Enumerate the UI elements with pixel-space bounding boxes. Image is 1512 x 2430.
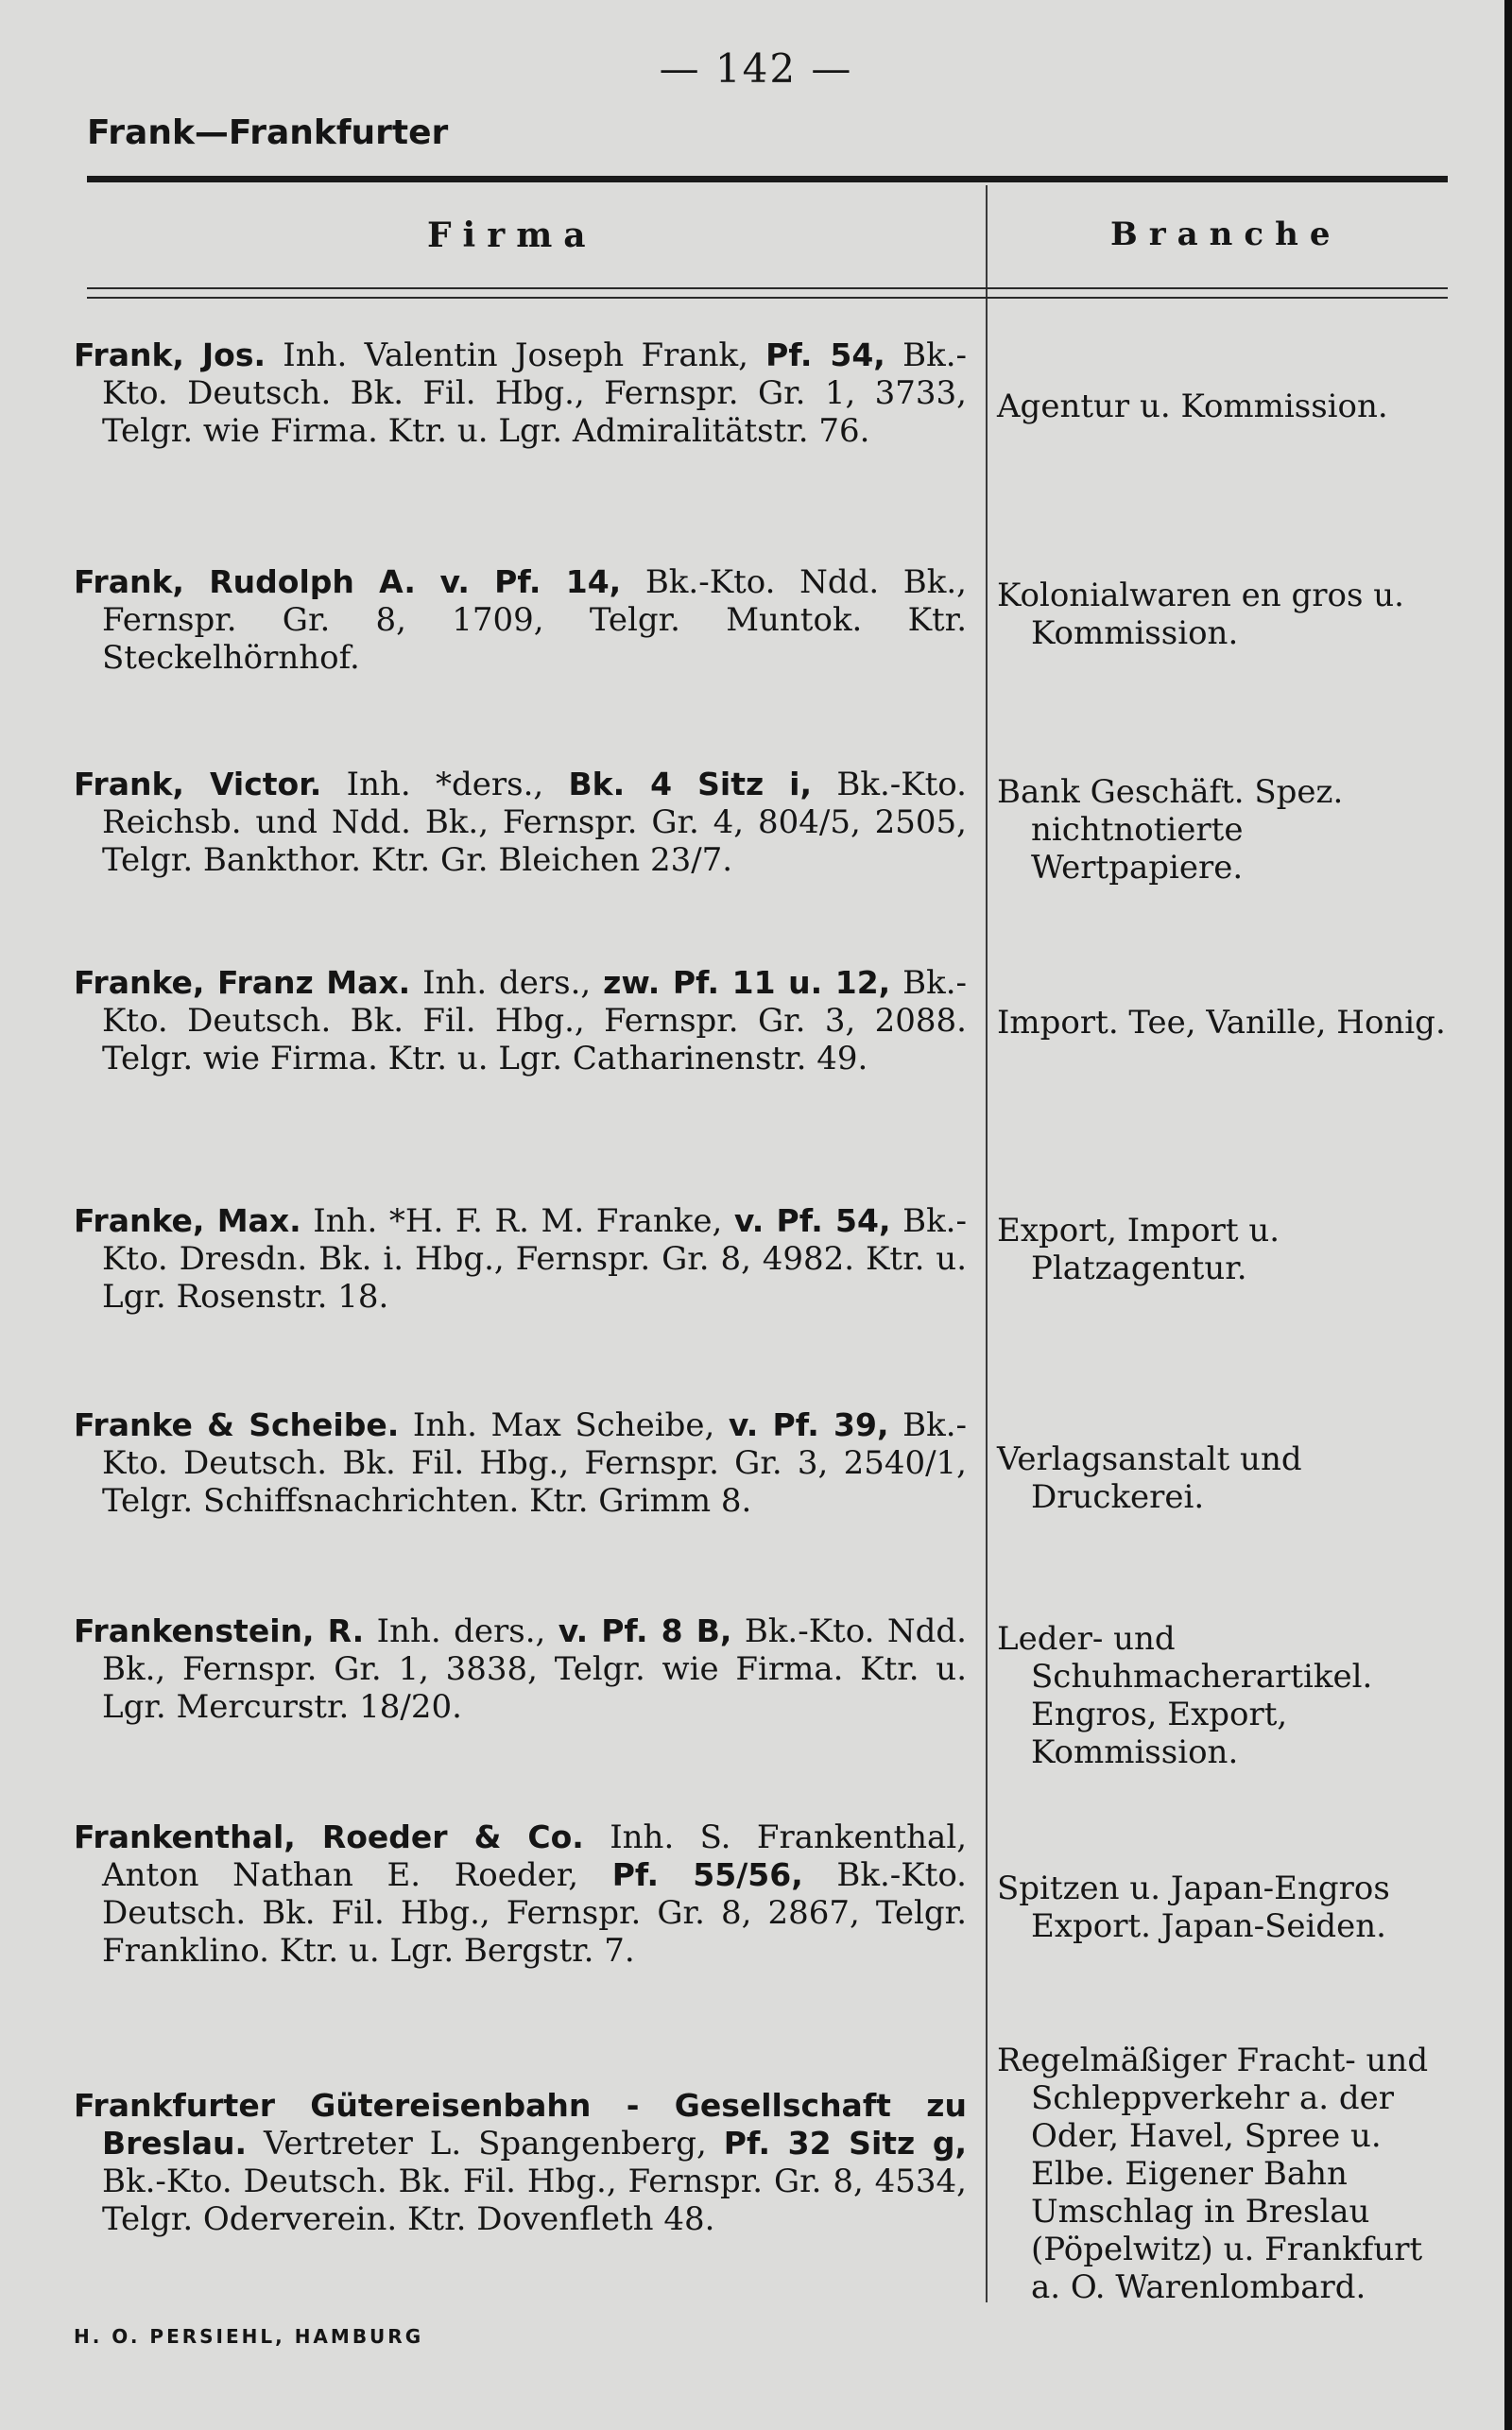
- firm-name: Frank, Victor.: [74, 766, 322, 802]
- column-header-firma: Firma: [427, 215, 597, 255]
- firm-name: Frankfurter Gütereisenbahn - Gesellschaft zu Breslau.: [74, 2087, 967, 2162]
- entry-franke-franz-max: Franke, Franz Max. Inh. ders., zw. Pf. 11 u. 12, Bk.-Kto. Deutsch. Bk. Fil. Hbg., Fernspr. Gr. 3, 2088. Telgr. wie Firma. Ktr. u. Lgr. Catharinenstr. 49.: [74, 964, 967, 1077]
- firm-name: Franke, Max.: [74, 1202, 301, 1239]
- column-divider: [986, 185, 988, 2302]
- branche-frank-victor: Bank Geschäft. Spez. nichtnotierte Wertpapiere.: [997, 773, 1344, 887]
- firm-name: Frankenstein, R.: [74, 1612, 365, 1649]
- firm-name: Frank, Jos.: [74, 336, 266, 373]
- entry-franke-scheibe: Franke & Scheibe. Inh. Max Scheibe, v. Pf. 39, Bk.-Kto. Deutsch. Bk. Fil. Hbg., Fernspr. Gr. 3, 2540/1, Telgr. Schiffsnachrichten. Ktr. Grimm 8.: [74, 1406, 967, 1520]
- header-double-rule-top: [87, 287, 1448, 289]
- entry-franke-max: Franke, Max. Inh. *H. F. R. M. Franke, v. Pf. 54, Bk.-Kto. Dresdn. Bk. i. Hbg., Fernspr. Gr. 8, 4982. Ktr. u. Lgr. Rosenstr. 18.: [74, 1202, 967, 1316]
- firm-name: Frankenthal, Roeder & Co.: [74, 1818, 584, 1855]
- firm-name: Frank, Rudolph A.: [74, 563, 416, 600]
- column-header-branche: Branche: [1110, 215, 1342, 253]
- branche-frankfurter-guetereisenbahn: Regelmäßiger Fracht- und Schleppverkehr a. der Oder, Havel, Spree u. Elbe. Eigener Bahn Umschlag in Breslau (Pöpelwitz) u. Frankfurt a. O. Warenlombard.: [997, 2042, 1429, 2306]
- entry-frankenstein: Frankenstein, R. Inh. ders., v. Pf. 8 B, Bk.-Kto. Ndd. Bk., Fernspr. Gr. 1, 3838, Telgr. wie Firma. Ktr. u. Lgr. Mercurstr. 18/20.: [74, 1612, 967, 1726]
- entry-frankenthal-roeder: Frankenthal, Roeder & Co. Inh. S. Frankenthal, Anton Nathan E. Roeder, Pf. 55/56, Bk.-Kto. Deutsch. Bk. Fil. Hbg., Fernspr. Gr. 8, 2867, Telgr. Franklino. Ktr. u. Lgr. Bergstr. 7.: [74, 1818, 967, 1970]
- branche-franke-franz-max: Import. Tee, Vanille, Honig.: [997, 1004, 1446, 1042]
- branche-frank-rudolph: Kolonialwaren en gros u. Kommission.: [997, 577, 1404, 652]
- branche-frankenstein: Leder- und Schuhmacherartikel. Engros, Export, Kommission.: [997, 1620, 1373, 1771]
- entry-frank-rudolph: Frank, Rudolph A. v. Pf. 14, Bk.-Kto. Ndd. Bk., Fernspr. Gr. 8, 1709, Telgr. Muntok. Ktr. Steckelhörnhof.: [74, 563, 967, 677]
- branche-frank-jos: Agentur u. Kommission.: [997, 388, 1388, 425]
- branche-frankenthal-roeder: Spitzen u. Japan-Engros Export. Japan-Seiden.: [997, 1870, 1390, 1945]
- entry-frankfurter-guetereisenbahn: Frankfurter Gütereisenbahn - Gesellschaft zu Breslau. Vertreter L. Spangenberg, Pf. 32 Sitz g, Bk.-Kto. Deutsch. Bk. Fil. Hbg., Fernspr. Gr. 8, 4534, Telgr. Oderverein. Ktr. Dovenfleth 48.: [74, 2087, 968, 2238]
- branche-franke-max: Export, Import u. Platzagentur.: [997, 1212, 1280, 1287]
- entry-frank-jos: Frank, Jos. Inh. Valentin Joseph Frank, Pf. 54, Bk.-Kto. Deutsch. Bk. Fil. Hbg., Fernspr. Gr. 1, 3733, Telgr. wie Firma. Ktr. u. Lgr. Admiralitätstr. 76.: [74, 336, 967, 450]
- header-rule: [87, 176, 1448, 182]
- branche-franke-scheibe: Verlagsanstalt und Druckerei.: [997, 1440, 1302, 1516]
- entry-frank-victor: Frank, Victor. Inh. *ders., Bk. 4 Sitz i, Bk.-Kto. Reichsb. und Ndd. Bk., Fernspr. Gr. 4, 804/5, 2505, Telgr. Bankthor. Ktr. Gr. Bleichen 23/7.: [74, 766, 967, 879]
- header-double-rule-bottom: [87, 297, 1448, 299]
- firm-name: Franke & Scheibe.: [74, 1406, 400, 1443]
- page-number: — 142 —: [659, 45, 853, 92]
- printer-imprint: H. O. PERSIEHL, HAMBURG: [74, 2325, 424, 2348]
- firm-name: Franke, Franz Max.: [74, 964, 411, 1001]
- running-head: Frank—Frankfurter: [87, 113, 449, 152]
